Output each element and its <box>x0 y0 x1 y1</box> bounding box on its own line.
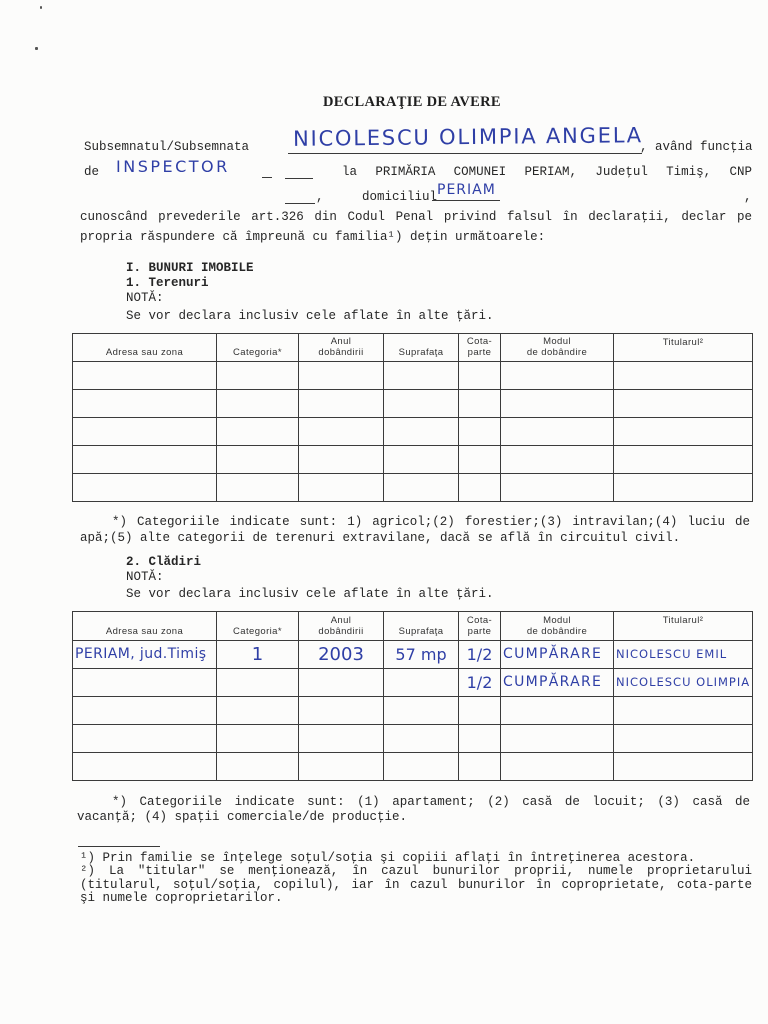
cell-owner <box>614 474 753 502</box>
column-header-year-acquired: Anul dobândirii <box>299 334 384 362</box>
institution-text: la PRIMĂRIA COMUNEI PERIAM, Judeţul Timiş, CNP <box>342 165 752 179</box>
column-header-area: Suprafaţa <box>384 612 459 641</box>
cell-acquisition-mode <box>501 446 614 474</box>
cell-acquisition-mode <box>501 390 614 418</box>
cell-area <box>384 697 459 725</box>
cell-share <box>459 753 501 781</box>
lands-footnote-line-1: *) Categoriile indicate sunt: 1) agricol;(2) forestier;(3) intravilan;(4) luciu de <box>112 515 750 529</box>
scan-speck <box>35 47 38 50</box>
cell-year-acquired <box>299 474 384 502</box>
cell-address <box>73 418 217 446</box>
cell-year-acquired <box>299 446 384 474</box>
buildings-nota-text: Se vor declara inclusiv cele aflate în alte ţări. <box>126 587 494 601</box>
cell-area <box>384 446 459 474</box>
cell-category <box>217 446 299 474</box>
cell-category <box>217 669 299 697</box>
buildings-table-header-row <box>73 612 753 641</box>
cell-address <box>73 753 217 781</box>
buildings-nota-label: NOTĂ: <box>126 570 164 584</box>
column-header-acquisition-mode: Modul de dobândire <box>501 334 614 362</box>
cell-area <box>384 474 459 502</box>
cell-share <box>459 446 501 474</box>
cell-category <box>217 753 299 781</box>
cell-category <box>217 697 299 725</box>
name-blank-line <box>288 153 642 154</box>
column-header-area: Suprafaţa <box>384 334 459 362</box>
cell-area <box>384 390 459 418</box>
cell-share <box>459 725 501 753</box>
cell-category <box>217 362 299 390</box>
column-header-address: Adresa sau zona <box>73 334 217 362</box>
buildings-table <box>72 611 753 781</box>
declarant-name-handwritten: NICOLESCU OLIMPIA ANGELA <box>292 123 644 151</box>
buildings-footnote-line-2: vacanţă; (4) spaţii comerciale/de producţie. <box>77 810 408 824</box>
cell-acquisition-mode <box>501 362 614 390</box>
cell-year-acquired <box>299 753 384 781</box>
lands-nota-label: NOTĂ: <box>126 291 164 305</box>
cell-share <box>459 418 501 446</box>
document-title: DECLARAŢIE DE AVERE <box>323 94 501 110</box>
cell-owner <box>614 362 753 390</box>
cell-share <box>459 390 501 418</box>
cell-category <box>217 390 299 418</box>
column-header-share: Cota- parte <box>459 334 501 362</box>
function-blank-line <box>262 177 272 178</box>
column-header-address: Adresa sau zona <box>73 612 217 641</box>
cell-address <box>73 474 217 502</box>
buildings-heading: 2. Clădiri <box>126 555 202 569</box>
cell-area <box>384 418 459 446</box>
cell-acquisition-mode <box>501 474 614 502</box>
cell-address <box>73 725 217 753</box>
line-end-comma: , <box>744 190 752 204</box>
cell-address: PERIAM, jud.Timiş <box>73 641 217 669</box>
workplace-blank-line <box>285 178 313 179</box>
subsemnatul-label: Subsemnatul/Subsemnata <box>84 140 250 154</box>
cell-owner <box>614 753 753 781</box>
lands-table-row <box>73 418 753 446</box>
lands-table-row <box>73 446 753 474</box>
buildings-table-row <box>73 669 753 697</box>
cnp-blank-line <box>285 203 315 204</box>
cell-owner <box>614 697 753 725</box>
lands-footnote-line-2: apă;(5) alte categorii de terenuri extravilane, dacă se află în circuitul civil. <box>80 531 681 545</box>
cell-year-acquired: 2003 <box>299 641 384 669</box>
buildings-table-row <box>73 725 753 753</box>
cell-category <box>217 725 299 753</box>
scan-speck <box>40 6 42 9</box>
cell-owner <box>614 418 753 446</box>
footnote-separator <box>78 846 160 847</box>
cell-year-acquired <box>299 725 384 753</box>
column-header-owner: Titularul² <box>614 334 753 362</box>
cell-acquisition-mode: CUMPĂRARE <box>501 669 614 697</box>
cell-acquisition-mode <box>501 753 614 781</box>
cell-area: 57 mp <box>384 641 459 669</box>
domicile-handwritten: PERIAM <box>437 182 496 198</box>
de-label: de <box>84 165 100 179</box>
cell-year-acquired <box>299 418 384 446</box>
cell-share <box>459 697 501 725</box>
column-header-acquisition-mode: Modul de dobândire <box>501 612 614 641</box>
cell-owner <box>614 446 753 474</box>
cell-address <box>73 697 217 725</box>
cell-acquisition-mode <box>501 418 614 446</box>
column-header-category: Categoria* <box>217 612 299 641</box>
lands-table <box>72 333 753 502</box>
lands-table-header-row <box>73 334 753 362</box>
section-heading-real-estate: I. BUNURI IMOBILE <box>126 261 254 275</box>
cell-acquisition-mode <box>501 697 614 725</box>
column-header-owner: Titularul² <box>614 612 753 641</box>
column-header-year-acquired: Anul dobândirii <box>299 612 384 641</box>
cell-area <box>384 362 459 390</box>
cell-owner <box>614 725 753 753</box>
cell-address <box>73 669 217 697</box>
cell-share: 1/2 <box>459 641 501 669</box>
statement-line-2: propria răspundere că împreună cu familia¹) deţin următoarele: <box>80 230 546 244</box>
cell-owner: NICOLESCU OLIMPIA <box>614 669 753 697</box>
domicile-blank-line <box>432 200 500 201</box>
domiciliul-label: domiciliul <box>362 190 438 204</box>
cell-category: 1 <box>217 641 299 669</box>
buildings-table-row <box>73 641 753 669</box>
function-handwritten: INSPECTOR <box>116 157 230 176</box>
cell-category <box>217 418 299 446</box>
avand-functia-label: , având funcţia <box>640 140 753 154</box>
cell-year-acquired <box>299 362 384 390</box>
statement-line-1: cunoscând prevederile art.326 din Codul Penal privind falsul în declaraţii, declar pe <box>80 210 752 224</box>
cell-area <box>384 753 459 781</box>
cell-acquisition-mode: CUMPĂRARE <box>501 641 614 669</box>
cell-year-acquired <box>299 390 384 418</box>
cell-share <box>459 362 501 390</box>
lands-table-row <box>73 390 753 418</box>
footnote-2-line-3: şi numele coproprietarilor. <box>80 891 283 905</box>
buildings-footnote-line-1: *) Categoriile indicate sunt: (1) apartament; (2) casă de locuit; (3) casă de <box>112 795 750 809</box>
cell-address <box>73 362 217 390</box>
cell-owner: NICOLESCU EMIL <box>614 641 753 669</box>
cell-share: 1/2 <box>459 669 501 697</box>
lands-table-row <box>73 362 753 390</box>
cell-address <box>73 390 217 418</box>
column-header-share: Cota- parte <box>459 612 501 641</box>
cell-address <box>73 446 217 474</box>
cell-share <box>459 474 501 502</box>
lands-nota-text: Se vor declara inclusiv cele aflate în alte ţări. <box>126 309 494 323</box>
cell-acquisition-mode <box>501 725 614 753</box>
buildings-table-row <box>73 697 753 725</box>
footnote-1: ¹) Prin familie se înţelege soţul/soţia şi copiii aflaţi în întreţinerea acestora. <box>80 851 696 865</box>
lands-heading: 1. Terenuri <box>126 276 209 290</box>
column-header-category: Categoria* <box>217 334 299 362</box>
cell-area <box>384 669 459 697</box>
lands-table-row <box>73 474 753 502</box>
cell-area <box>384 725 459 753</box>
cnp-comma: , <box>316 190 324 204</box>
cell-category <box>217 474 299 502</box>
cell-year-acquired <box>299 697 384 725</box>
cell-owner <box>614 390 753 418</box>
buildings-table-row <box>73 753 753 781</box>
footnote-2-line-2: (titularul, soţul/soţia, copilul), iar în cazul bunurilor în coproprietate, cota-parte <box>80 878 752 892</box>
footnote-2-line-1: ²) La "titular" se menţionează, în cazul bunurilor proprii, numele proprietarului <box>80 864 752 878</box>
cell-year-acquired <box>299 669 384 697</box>
